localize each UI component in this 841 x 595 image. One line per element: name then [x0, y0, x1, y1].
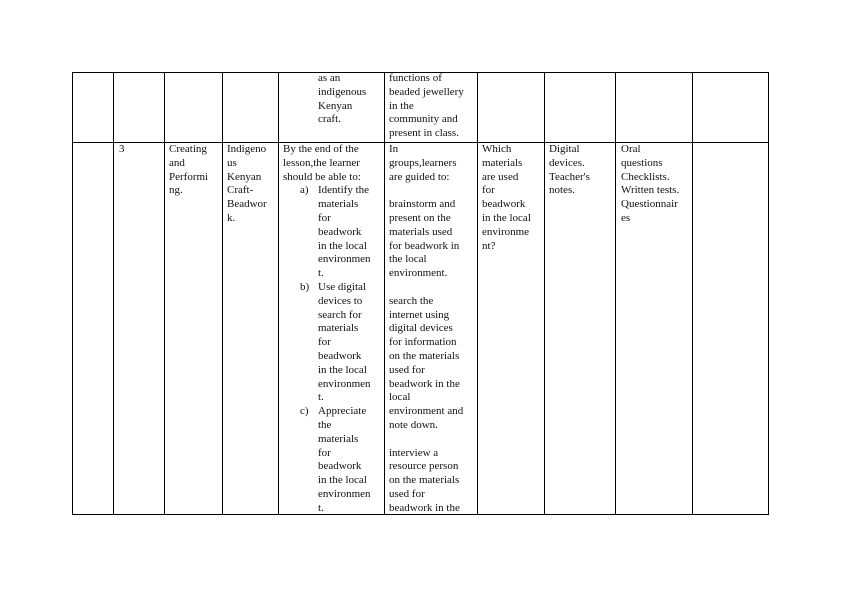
learning-experiences: In groups,learners are guided to: brainstorm and present on the materials used for beadwork in the local environment. search the internet using digital devices for information on the materials used for beadwork in the local environment and note down. interview a resource person on the materials used for beadwork in the [389, 143, 464, 514]
sub-strand-cell [222, 72, 279, 143]
assessment-methods: Oral questions Checklists. Written tests. Questionnair es [621, 143, 680, 224]
objective-marker: b) [300, 281, 310, 293]
lesson-cell [113, 142, 165, 515]
lesson-number: 3 [119, 143, 125, 155]
week-cell [72, 142, 114, 515]
experience-continuation: functions of beaded jewellery in the community and present in class. [389, 72, 464, 140]
objective-item: Identify the materials for beadwork in the local environmen t. [318, 184, 371, 280]
resources-cell [544, 72, 616, 143]
objective-marker: a) [300, 184, 309, 197]
strand-cell [164, 72, 223, 143]
assessment-cell [615, 72, 693, 143]
reflection-cell [692, 72, 769, 143]
strand-text: Creating and Performi ng. [169, 143, 209, 197]
key-question-cell [477, 72, 545, 143]
sub-strand-text: Indigeno us Kenyan Craft- Beadwor k. [227, 143, 267, 224]
learning-resources: Digital devices. Teacher's notes. [549, 143, 590, 197]
week-cell [72, 72, 114, 143]
objective-continuation: as an indigenous Kenyan craft. [318, 72, 367, 126]
objective-marker: c) [300, 405, 309, 418]
reflection-cell [692, 142, 769, 515]
key-inquiry-question: Which materials are used for beadwork in the local environme nt? [482, 143, 531, 252]
lesson-cell [113, 72, 165, 143]
objective-item: Appreciate the materials for beadwork in the local environmen t. [318, 405, 371, 514]
objectives-intro: By the end of the lesson,the learner should be able to: [283, 143, 361, 183]
objective-item: Use digital devices to search for materials for beadwork in the local environmen t. [318, 281, 371, 404]
